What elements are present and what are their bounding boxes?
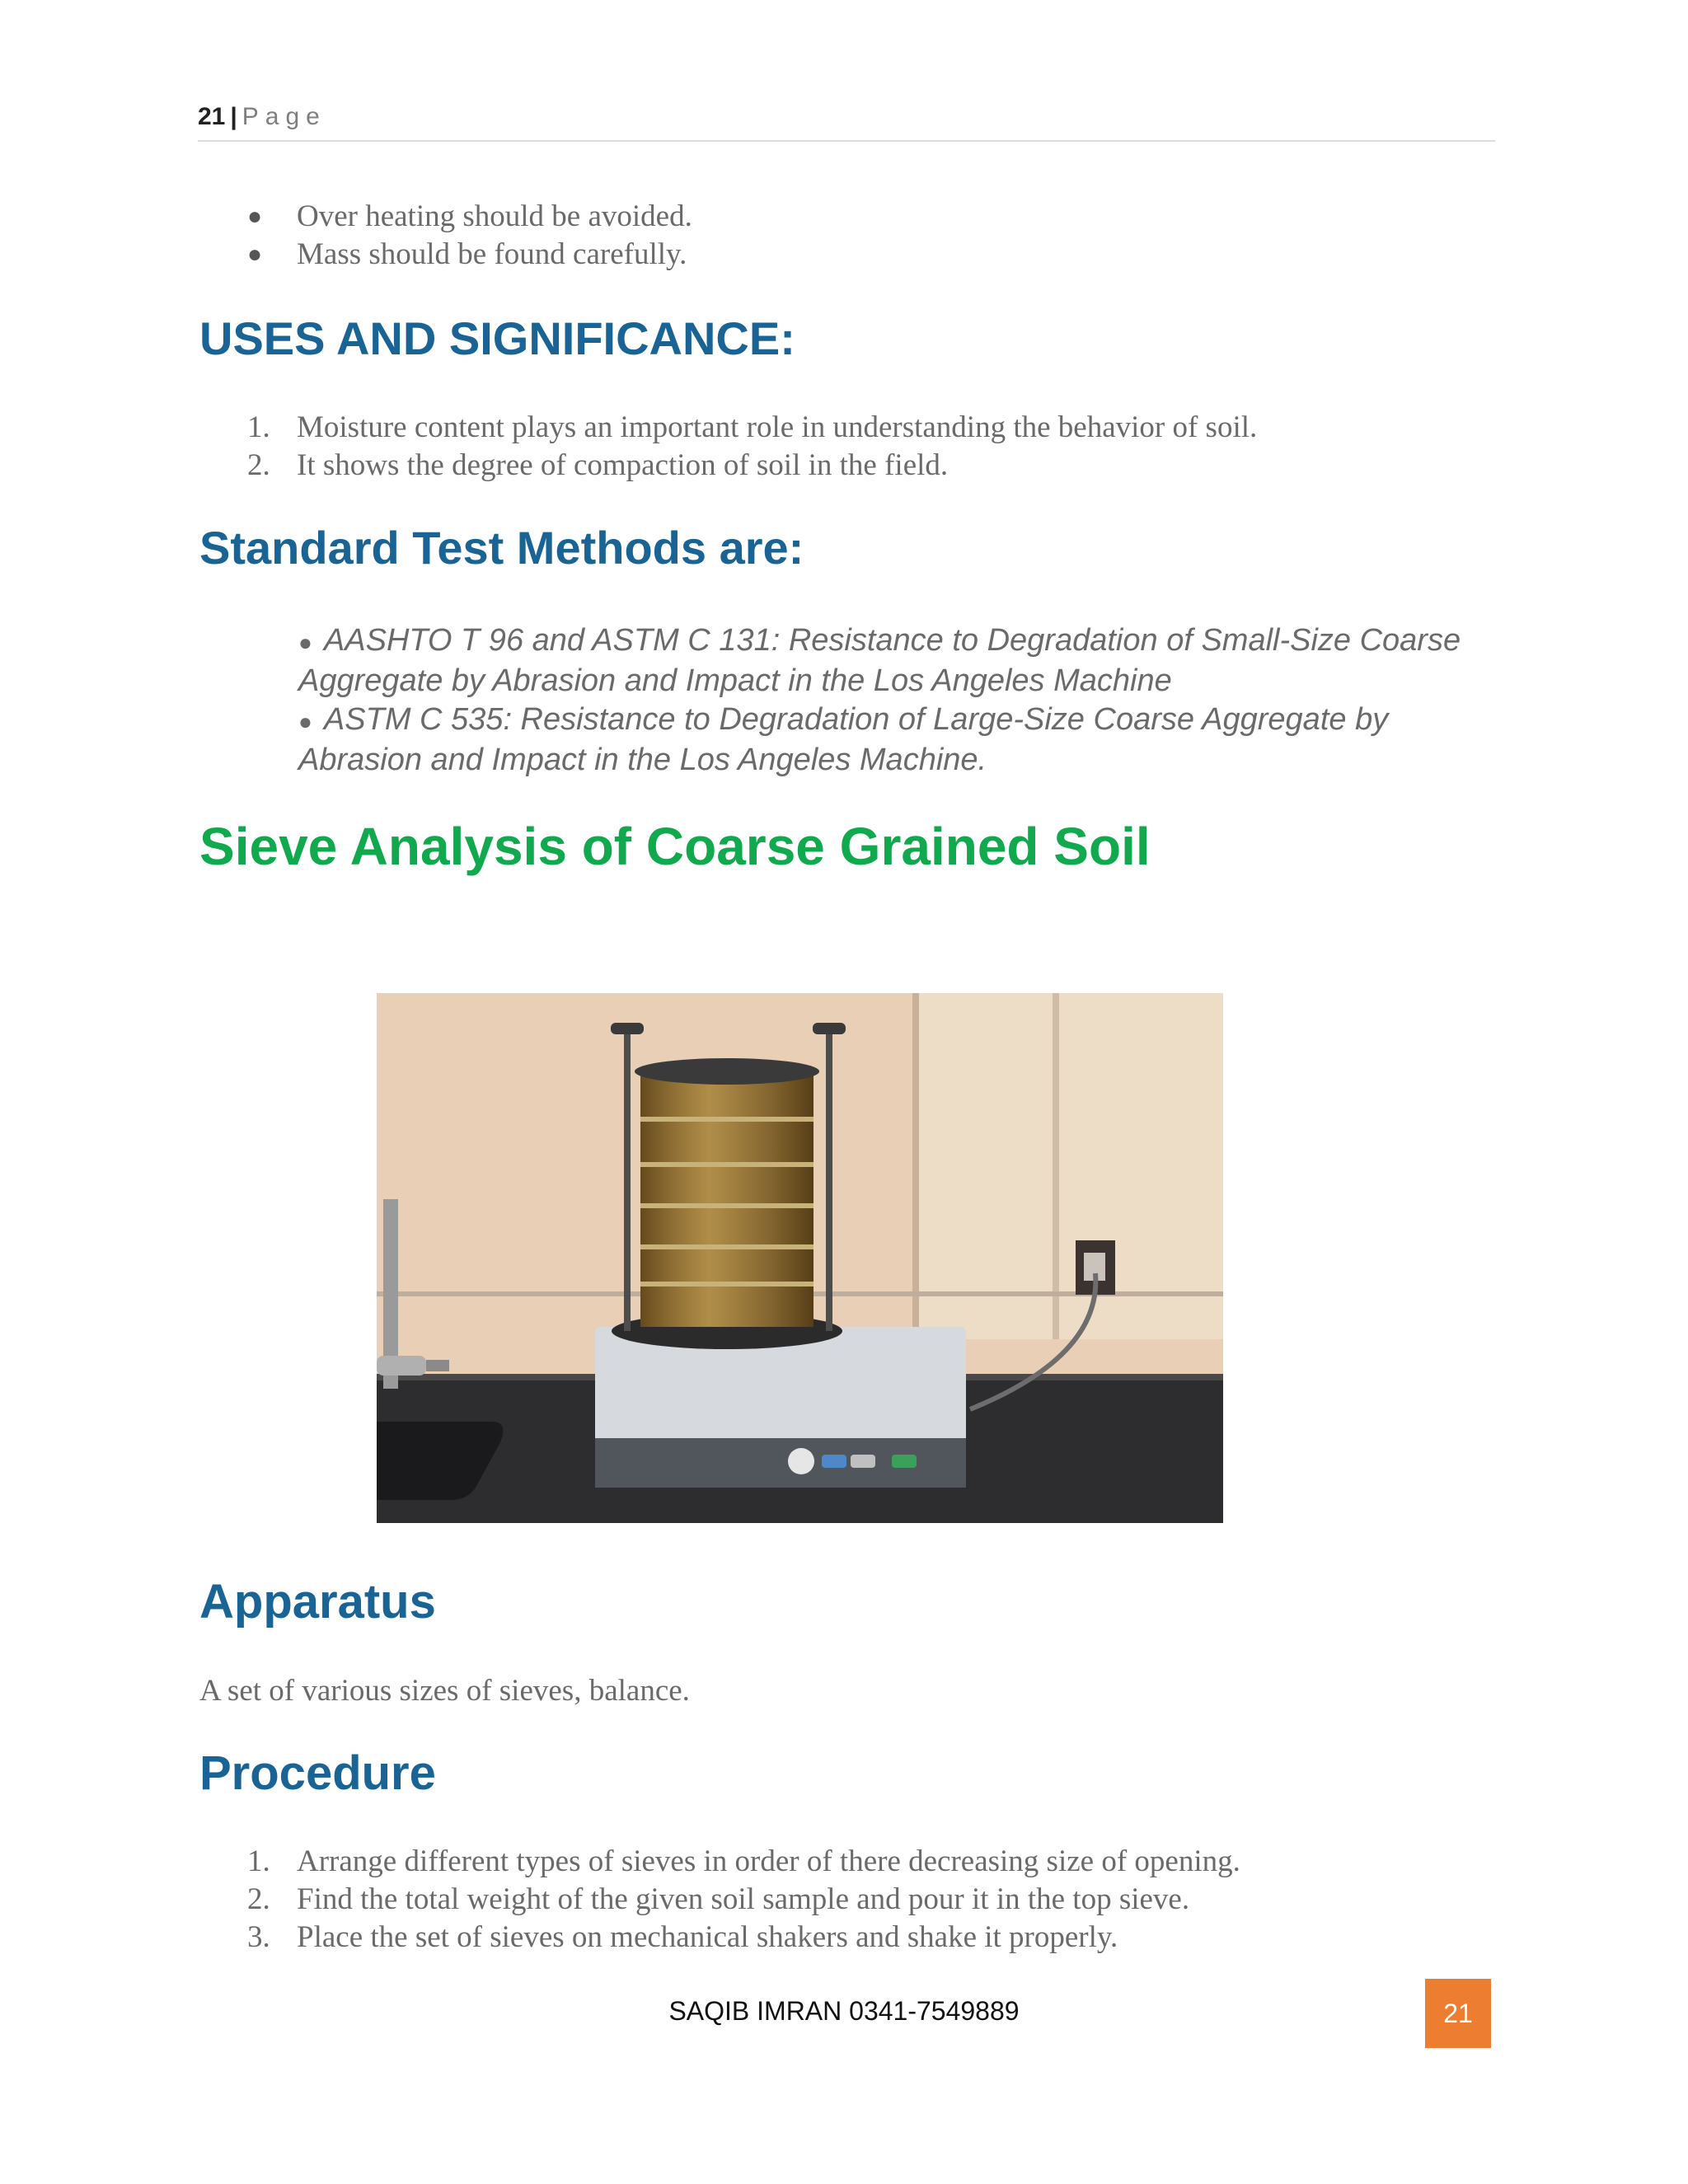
page-header [198, 99, 1495, 142]
footer-author: SAQIB IMRAN 0341-7549889 [668, 1996, 1020, 2026]
bullet-icon: ● [298, 630, 312, 655]
list-item: ● Mass should be found carefully. [239, 236, 692, 274]
procedure-list [239, 1843, 1240, 1957]
header-separator: | [230, 103, 237, 130]
standards-heading: Standard Test Methods are: [199, 522, 804, 574]
list-item: ● Over heating should be avoided. [239, 198, 692, 236]
section-title: Sieve Analysis of Coarse Grained Soil [199, 817, 1151, 876]
header-page-word: Page [241, 103, 326, 130]
sieve-shaker-photo [377, 993, 1223, 1523]
uses-heading: USES AND SIGNIFICANCE: [199, 312, 795, 364]
list-item: ● AASHTO T 96 and ASTM C 131: Resistance to Degradation of Small-Size Coarse Aggregate by Abrasion and Impact in the Los Angeles Machine [298, 623, 1461, 698]
bullet-icon: ● [247, 241, 263, 268]
apparatus-text: A set of various sizes of sieves, balance. [199, 1674, 690, 1708]
header-page-number: 21 [198, 103, 226, 130]
procedure-heading: Procedure [199, 1746, 436, 1800]
precautions-list [239, 198, 692, 274]
list-item: 2. Find the total weight of the given soil sample and pour it in the top sieve. [247, 1882, 1190, 1916]
list-item: 2. It shows the degree of compaction of soil in the field. [247, 448, 949, 482]
list-item: 1. Moisture content plays an important role in understanding the behavior of soil. [247, 410, 1258, 444]
list-item: ● ASTM C 535: Resistance to Degradation of Large-Size Coarse Aggregate by Abrasion and Impact in the Los Angeles Machine. [298, 702, 1389, 777]
list-item: 1. Arrange different types of sieves in order of there decreasing size of opening. [247, 1844, 1240, 1878]
page-number-badge: 21 [1425, 1979, 1491, 2048]
bullet-icon: ● [298, 709, 312, 734]
standards-list [298, 621, 1518, 780]
list-item: 3. Place the set of sieves on mechanical shakers and shake it properly. [247, 1920, 1118, 1954]
apparatus-heading: Apparatus [199, 1575, 436, 1629]
bullet-icon: ● [247, 203, 263, 230]
uses-list [239, 409, 1257, 485]
